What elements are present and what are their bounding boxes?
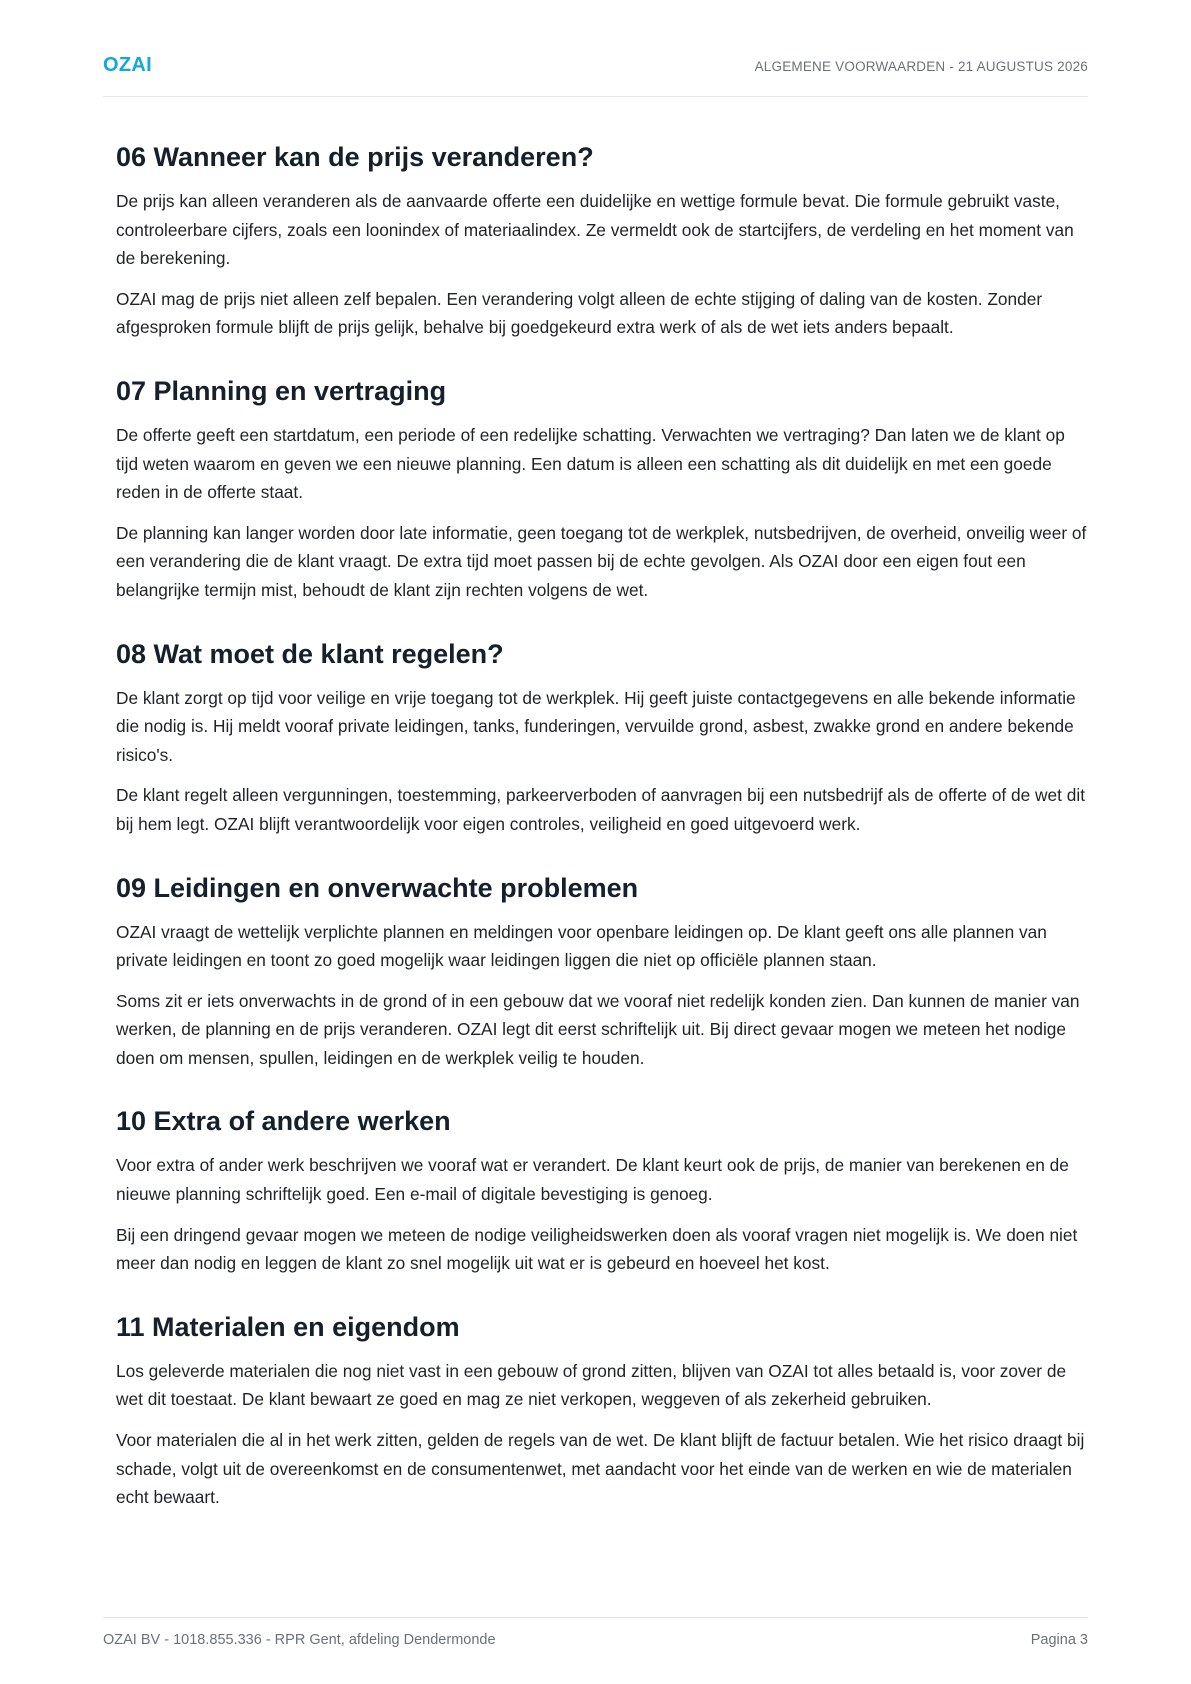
brand-logo-text: OZAI bbox=[103, 54, 152, 76]
page-number: Pagina 3 bbox=[1030, 1632, 1088, 1648]
section-heading: 07 Planning en vertraging bbox=[116, 375, 447, 406]
section-heading: 10 Extra of andere werken bbox=[116, 1106, 451, 1137]
section-11 bbox=[116, 1310, 1091, 1512]
section-heading: 06 Wanneer kan de prijs veranderen? bbox=[116, 142, 594, 172]
section-07 bbox=[116, 374, 1091, 605]
section-paragraph: Voor extra of ander werk beschrijven we vooraf wat er verandert. De klant keurt ook de prijs, de manier van berekenen en de nieuwe planning schriftelijk goed. Een e-mail of digitale bevestiging is genoeg. bbox=[116, 1155, 1069, 1205]
section-paragraph: De offerte geeft een startdatum, een periode of een redelijke schatting. Verwachten we vertraging? Dan laten we de klant op tijd weten waarom en geven we een nieuwe planning. Een datum is alleen een schatting als dit duidelijk en met een goede reden in de offerte staat. bbox=[116, 424, 1065, 503]
section-paragraph: Bij een dringend gevaar mogen we meteen de nodige veiligheidswerken doen als vooraf vragen niet mogelijk is. We doen niet meer dan nodig en leggen de klant zo snel mogelijk uit wat er is gebeurd en hoeveel het kost. bbox=[116, 1224, 1078, 1274]
section-08 bbox=[116, 637, 1091, 839]
section-paragraph: Voor materialen die al in het werk zitten, gelden de regels van de wet. De klant blijft de factuur betalen. Wie het risico draagt bij schade, volgt uit de overeenkomst en de consumentenwet, met aandacht voor het einde van de werken en wie de materialen echt bewaart. bbox=[116, 1430, 1085, 1508]
section-heading: 08 Wat moet de klant regelen? bbox=[116, 638, 504, 669]
page-header bbox=[103, 52, 1088, 97]
section-heading: 11 Materialen en eigendom bbox=[116, 1311, 460, 1342]
section-10 bbox=[116, 1104, 1091, 1277]
section-09 bbox=[116, 871, 1091, 1073]
page-footer bbox=[103, 1617, 1088, 1662]
document-body bbox=[116, 140, 1091, 1544]
section-paragraph: Soms zit er iets onverwachts in de grond of in een gebouw dat we vooraf niet redelijk konden zien. Dan kunnen de manier van werken, de planning en de prijs veranderen. OZAI legt dit eerst schriftelijk uit. Bij direct gevaar mogen we meteen het nodige doen om mensen, spullen, leidingen en de werkplek veilig te houden. bbox=[116, 990, 1080, 1068]
section-paragraph: Los geleverde materialen die nog niet vast in een gebouw of grond zitten, blijven van OZAI tot alles betaald is, voor zover de wet dit toestaat. De klant bewaart ze goed en mag ze niet verkopen, weggeven of als zekerheid gebruiken. bbox=[116, 1360, 1067, 1410]
section-paragraph: De klant zorgt op tijd voor veilige en vrije toegang tot de werkplek. Hij geeft juiste contactgegevens en alle bekende informatie die nodig is. Hij meldt vooraf private leidingen, tanks, funderingen, vervuilde grond, asbest, zwakke grond en andere bekende risico's. bbox=[116, 687, 1076, 765]
section-paragraph: OZAI vraagt de wettelijk verplichte plannen en meldingen voor openbare leidingen op. De klant geeft ons alle plannen van private leidingen en toont zo goed mogelijk waar leidingen liggen die niet op officiële plannen staan. bbox=[116, 921, 1047, 971]
section-heading: 09 Leidingen en onverwachte problemen bbox=[116, 872, 639, 903]
company-info: OZAI BV - 1018.855.336 - RPR Gent, afdeling Dendermonde bbox=[103, 1632, 496, 1648]
section-paragraph: De prijs kan alleen veranderen als de aanvaarde offerte een duidelijke en wettige formule bevat. Die formule gebruikt vaste, controleerbare cijfers, zoals een loonindex of materiaalindex. Ze vermeldt ook de startcijfers, de verdeling en het moment van de berekening. bbox=[116, 191, 1074, 269]
section-06 bbox=[116, 140, 1091, 342]
document-title: ALGEMENE VOORWAARDEN - 21 AUGUSTUS 2026 bbox=[754, 59, 1088, 74]
section-paragraph: De klant regelt alleen vergunningen, toestemming, parkeerverboden of aanvragen bij een nutsbedrijf als de offerte of de wet dit bij hem legt. OZAI blijft verantwoordelijk voor eigen controles, veiligheid en goed uitgevoerd werk. bbox=[116, 785, 1085, 834]
section-paragraph: OZAI mag de prijs niet alleen zelf bepalen. Een verandering volgt alleen de echte stijging of daling van de kosten. Zonder afgesproken formule blijft de prijs gelijk, behalve bij goedgekeurd extra werk of als de wet iets anders bepaalt. bbox=[116, 288, 1043, 338]
section-paragraph: De planning kan langer worden door late informatie, geen toegang tot de werkplek, nutsbedrijven, de overheid, onveilig weer of een verandering die de klant vraagt. De extra tijd moet passen bij de echte gevolgen. Als OZAI door een eigen fout een belangrijke termijn mist, behoudt de klant zijn rechten volgens de wet. bbox=[116, 522, 1087, 600]
